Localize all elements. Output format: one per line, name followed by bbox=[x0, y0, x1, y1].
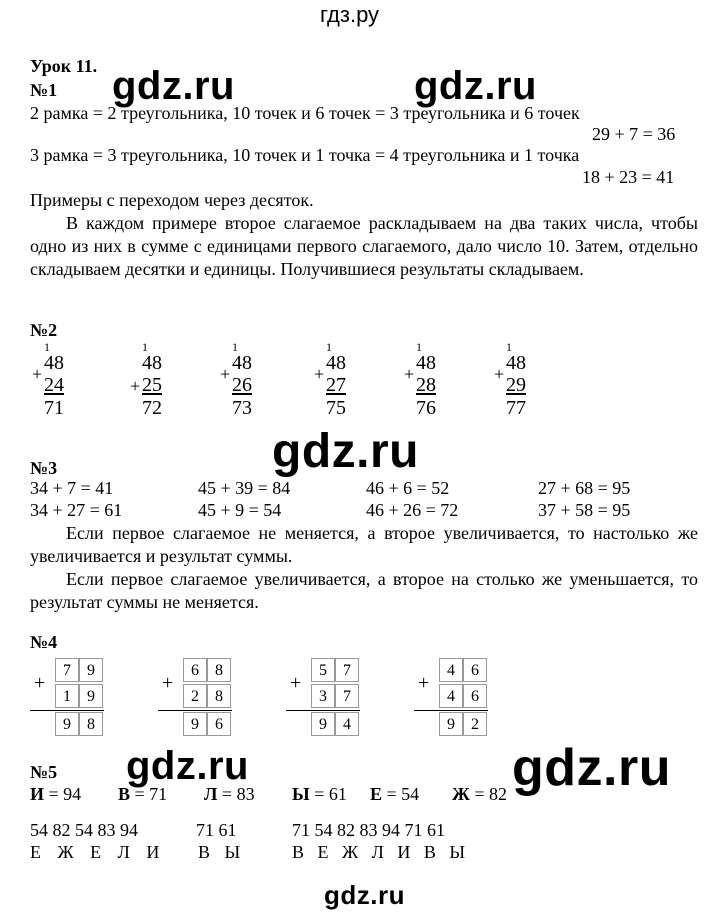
sum: 72 bbox=[142, 397, 162, 419]
watermark: gdz.ru bbox=[272, 425, 419, 478]
digit-cell: 8 bbox=[79, 712, 103, 736]
plus-sign: + bbox=[418, 672, 430, 694]
watermark: gdz.ru bbox=[112, 64, 235, 108]
addend-2: 28 bbox=[416, 374, 436, 396]
word-numbers: 54 82 54 83 94 bbox=[30, 820, 138, 840]
sum-line bbox=[158, 710, 232, 711]
column-addition bbox=[494, 340, 544, 426]
digit-cell: 9 bbox=[439, 712, 463, 736]
digit-cell: 3 bbox=[311, 684, 335, 708]
watermark: gdz.ru bbox=[126, 744, 249, 788]
task1-heading: Примеры с переходом через десяток. bbox=[30, 190, 314, 210]
plus-sign: + bbox=[162, 672, 174, 694]
task3-expression: 46 + 26 = 72 bbox=[366, 500, 459, 520]
digit-cell: 2 bbox=[463, 712, 487, 736]
column-addition bbox=[130, 340, 180, 426]
addend-1: 48 bbox=[142, 352, 162, 374]
digit-cell: 7 bbox=[335, 658, 359, 682]
task3-expression: 27 + 68 = 95 bbox=[538, 478, 631, 498]
task3-expression: 45 + 39 = 84 bbox=[198, 478, 291, 498]
plus-sign: + bbox=[32, 364, 43, 384]
digit-cell: 8 bbox=[207, 684, 231, 708]
sum-line bbox=[414, 710, 488, 711]
addend-2: 24 bbox=[44, 374, 64, 396]
plus-sign: + bbox=[494, 364, 505, 384]
word-numbers: 71 61 bbox=[196, 820, 237, 840]
letter-key bbox=[30, 784, 81, 805]
addend-1: 48 bbox=[416, 352, 436, 374]
site-header: гдз.ру bbox=[320, 2, 380, 27]
task3-paragraph-2: Если первое слагаемое увеличивается, а второе на столько же уменьшается, то результат суммы не меняется. bbox=[30, 569, 698, 612]
digit-cell: 4 bbox=[439, 684, 463, 708]
digit-cell: 6 bbox=[183, 658, 207, 682]
task5-label: №5 bbox=[30, 762, 58, 782]
task3-expression: 46 + 6 = 52 bbox=[366, 478, 450, 498]
digit-cell: 4 bbox=[335, 712, 359, 736]
sum-line bbox=[30, 710, 104, 711]
addend-2: 26 bbox=[232, 374, 252, 396]
plus-sign: + bbox=[314, 364, 325, 384]
word-letters: Е Ж Е Л И bbox=[30, 842, 160, 862]
task3-expression: 34 + 7 = 41 bbox=[30, 478, 114, 498]
column-addition bbox=[32, 340, 82, 426]
column-addition bbox=[314, 340, 364, 426]
letter-key bbox=[292, 784, 347, 805]
carry-digit: 1 bbox=[44, 340, 50, 354]
key-letter: В bbox=[118, 784, 131, 804]
digit-cell: 9 bbox=[79, 684, 103, 708]
addend-1: 48 bbox=[326, 352, 346, 374]
grid-addition bbox=[158, 658, 258, 736]
key-value: = 82 bbox=[474, 784, 507, 804]
sum: 76 bbox=[416, 397, 436, 419]
task2-label: №2 bbox=[30, 320, 58, 340]
watermark: gdz.ru bbox=[512, 739, 671, 797]
key-letter: Е bbox=[370, 784, 383, 804]
column-addition bbox=[220, 340, 270, 426]
carry-digit: 1 bbox=[142, 340, 148, 354]
digit-cell: 1 bbox=[55, 684, 79, 708]
addend-1: 48 bbox=[506, 352, 526, 374]
grid-addition bbox=[30, 658, 130, 736]
task3-label: №3 bbox=[30, 458, 58, 478]
task3-expression: 45 + 9 = 54 bbox=[198, 500, 282, 520]
digit-cell: 9 bbox=[183, 712, 207, 736]
task1-line1: 2 рамка = 2 треугольника, 10 точек и 6 точек = 3 треугольника и 6 точек bbox=[30, 103, 580, 123]
digit-cell: 9 bbox=[55, 712, 79, 736]
sum-line bbox=[286, 710, 360, 711]
letter-key bbox=[370, 784, 419, 805]
grid-addition bbox=[414, 658, 514, 736]
digit-cell: 6 bbox=[207, 712, 231, 736]
letter-key bbox=[452, 784, 507, 805]
word-letters: В Е Ж Л И В Ы bbox=[292, 842, 466, 862]
digit-cell: 2 bbox=[183, 684, 207, 708]
task1-paragraph: В каждом примере второе слагаемое раскладываем на два таких числа, чтобы одно из них в сумме с единицами первого слагаемого, дало число 10. Затем, отдельно складываем десятки и единицы. Получившиеся результаты складываем. bbox=[30, 213, 698, 279]
key-value: = 61 bbox=[314, 784, 347, 804]
digit-cell: 9 bbox=[311, 712, 335, 736]
task4-label: №4 bbox=[30, 632, 58, 652]
key-value: = 83 bbox=[221, 784, 255, 804]
plus-sign: + bbox=[404, 364, 415, 384]
key-letter: Л bbox=[204, 784, 218, 804]
addend-1: 48 bbox=[44, 352, 64, 374]
digit-cell: 4 bbox=[439, 658, 463, 682]
digit-cell: 8 bbox=[207, 658, 231, 682]
word-letters: В Ы bbox=[198, 842, 241, 862]
task1-line2: 3 рамка = 3 треугольника, 10 точек и 1 точка = 4 треугольника и 1 точка bbox=[30, 145, 580, 165]
addend-2: 27 bbox=[326, 374, 346, 396]
digit-cell: 7 bbox=[55, 658, 79, 682]
carry-digit: 1 bbox=[506, 340, 512, 354]
digit-cell: 6 bbox=[463, 658, 487, 682]
task3-expression: 34 + 27 = 61 bbox=[30, 500, 123, 520]
addend-2: 25 bbox=[142, 374, 162, 396]
task1-label: №1 bbox=[30, 80, 58, 100]
plus-sign: + bbox=[130, 376, 141, 396]
column-addition bbox=[404, 340, 454, 426]
key-letter: Ж bbox=[452, 784, 470, 804]
key-letter: И bbox=[30, 784, 45, 804]
digit-cell: 7 bbox=[335, 684, 359, 708]
plus-sign: + bbox=[290, 672, 302, 694]
task3-expression: 37 + 58 = 95 bbox=[538, 500, 631, 520]
key-letter: Ы bbox=[292, 784, 310, 804]
watermark: gdz.ru bbox=[324, 880, 405, 910]
sum: 77 bbox=[506, 397, 526, 419]
task1-eq1: 29 + 7 = 36 bbox=[592, 124, 676, 144]
carry-digit: 1 bbox=[326, 340, 332, 354]
digit-cell: 9 bbox=[79, 658, 103, 682]
key-value: = 71 bbox=[134, 784, 168, 804]
sum: 73 bbox=[232, 397, 252, 419]
watermark: gdz.ru bbox=[414, 64, 537, 108]
lesson-title: Урок 11. bbox=[30, 56, 98, 76]
addend-2: 29 bbox=[506, 374, 526, 396]
sum: 71 bbox=[44, 397, 64, 419]
grid-addition bbox=[286, 658, 386, 736]
digit-cell: 6 bbox=[463, 684, 487, 708]
plus-sign: + bbox=[34, 672, 46, 694]
task1-eq2: 18 + 23 = 41 bbox=[582, 167, 675, 187]
word-numbers: 71 54 82 83 94 71 61 bbox=[292, 820, 445, 840]
carry-digit: 1 bbox=[232, 340, 238, 354]
task3-paragraph-1: Если первое слагаемое не меняется, а второе увеличивается, то настолько же увеличивается и результат суммы. bbox=[30, 523, 698, 566]
key-value: = 54 bbox=[386, 784, 420, 804]
carry-digit: 1 bbox=[416, 340, 422, 354]
plus-sign: + bbox=[220, 364, 231, 384]
sum: 75 bbox=[326, 397, 346, 419]
addend-1: 48 bbox=[232, 352, 252, 374]
key-value: = 94 bbox=[48, 784, 82, 804]
digit-cell: 5 bbox=[311, 658, 335, 682]
